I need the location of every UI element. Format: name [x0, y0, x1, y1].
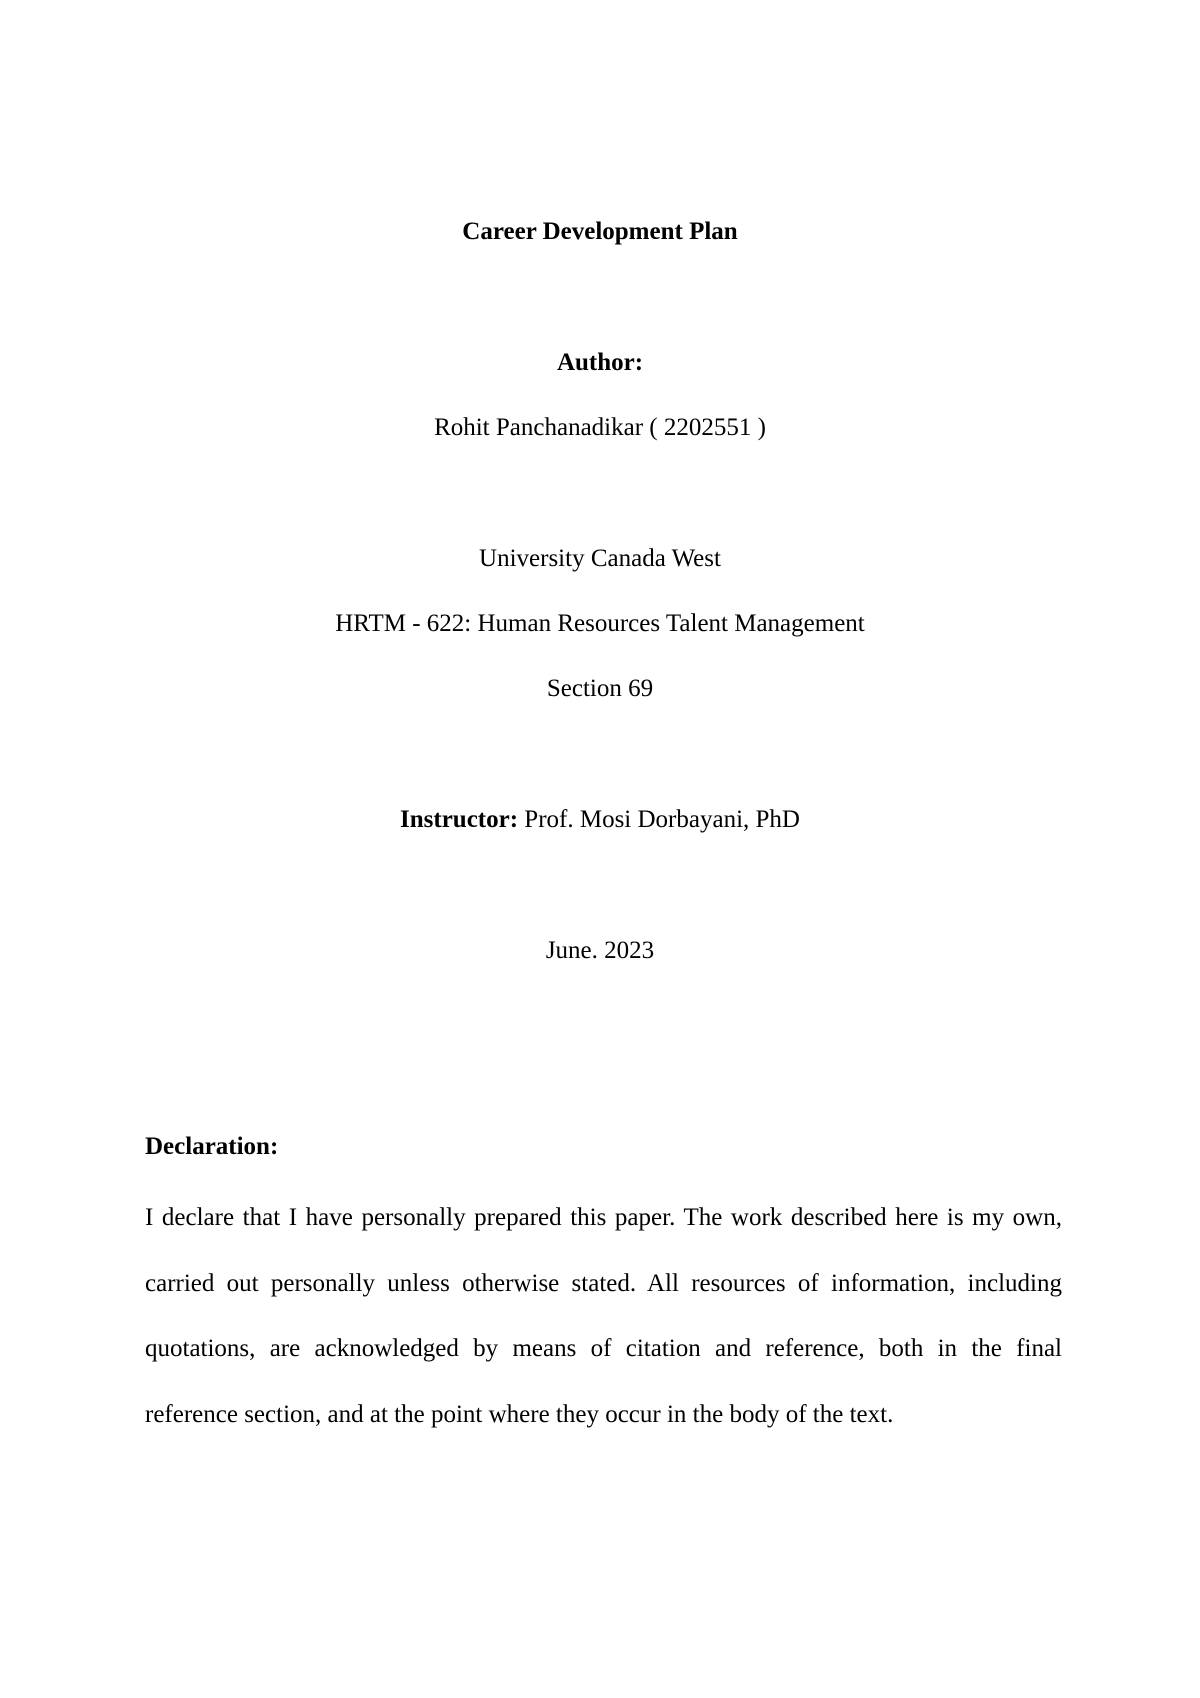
section-number: Section 69: [546, 675, 654, 702]
author-name: Rohit Panchanadikar ( 2202551 ): [434, 414, 766, 441]
declaration-heading: Declaration:: [145, 1133, 279, 1160]
university-name: University Canada West: [479, 545, 721, 572]
instructor-line: [0, 805, 1200, 835]
document-title: Career Development Plan: [462, 218, 738, 245]
submission-date: June. 2023: [545, 937, 655, 964]
declaration-body: I declare that I have personally prepared this paper. The work described here is my own, carried out personally unless otherwise stated. All resources of information, including quotations, are acknowledged by means of citation and reference, both in the final reference section, and at the point where they occur in the body of the text.: [145, 1204, 1062, 1428]
author-label: Author:: [556, 349, 644, 376]
instructor-label: Instructor:: [400, 806, 519, 833]
course-name: HRTM - 622: Human Resources Talent Management: [335, 610, 865, 637]
instructor-name: Prof. Mosi Dorbayani, PhD: [518, 806, 800, 833]
